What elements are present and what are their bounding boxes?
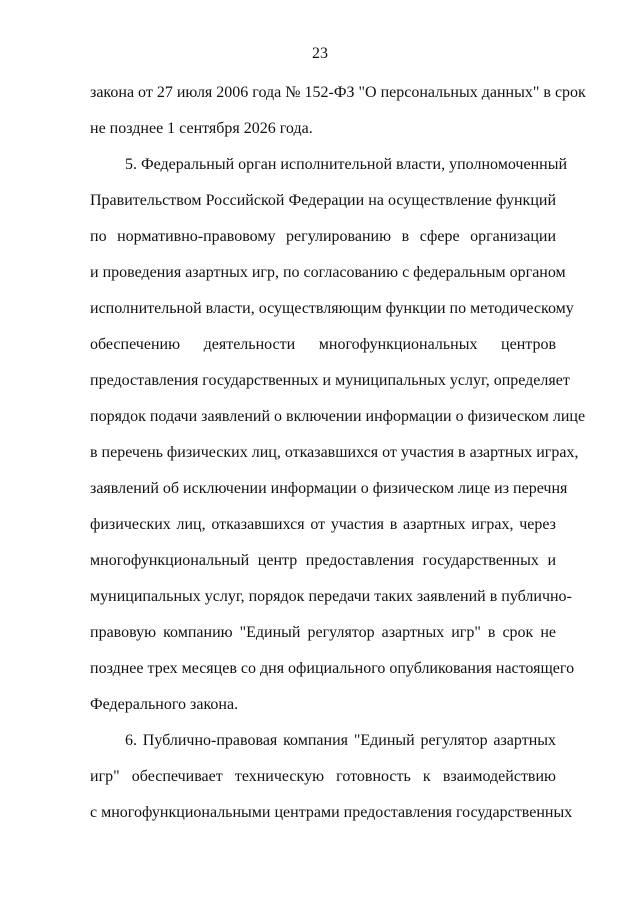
text-line: заявлений об исключении информации о физическом лице из перечня	[90, 480, 568, 497]
text-line: игр" обеспечивает техническую готовность к взаимодействию	[90, 768, 556, 785]
text-line: порядок подачи заявлений о включении информации о физическом лице	[90, 408, 586, 425]
text-line: муниципальных услуг, порядок передачи таких заявлений в публично-	[90, 588, 572, 605]
text-line: Правительством Российской Федерации на осуществление функций	[90, 192, 556, 209]
text-line: с многофункциональными центрами предоставления государственных	[90, 804, 573, 821]
page-number: 23	[312, 45, 328, 62]
text-line: обеспечению деятельности многофункциональных центров	[90, 336, 556, 353]
text-line: по нормативно-правовому регулированию в сфере организации	[90, 228, 556, 245]
text-line: и проведения азартных игр, по согласованию с федеральным органом	[90, 264, 566, 281]
text-line: позднее трех месяцев со дня официального опубликования настоящего	[90, 660, 575, 677]
text-line: исполнительной власти, осуществляющим функции по методическому	[90, 300, 574, 317]
text-line: Федерального закона.	[90, 696, 239, 713]
paragraph-6-first-line: 6. Публично-правовая компания "Единый регулятор азартных	[125, 732, 556, 749]
text-line: многофункциональный центр предоставления государственных и	[90, 552, 556, 569]
text-line: физических лиц, отказавшихся от участия в азартных играх, через	[90, 516, 556, 533]
text-line: закона от 27 июля 2006 года № 152-ФЗ "О персональных данных" в срок	[90, 84, 586, 101]
text-line: правовую компанию "Единый регулятор азартных игр" в срок не	[90, 624, 556, 641]
text-line: не позднее 1 сентября 2026 года.	[90, 120, 313, 137]
paragraph-5-first-line: 5. Федеральный орган исполнительной власти, уполномоченный	[125, 156, 567, 173]
text-line: предоставления государственных и муниципальных услуг, определяет	[90, 372, 570, 389]
text-line: в перечень физических лиц, отказавшихся от участия в азартных играх,	[90, 444, 579, 461]
